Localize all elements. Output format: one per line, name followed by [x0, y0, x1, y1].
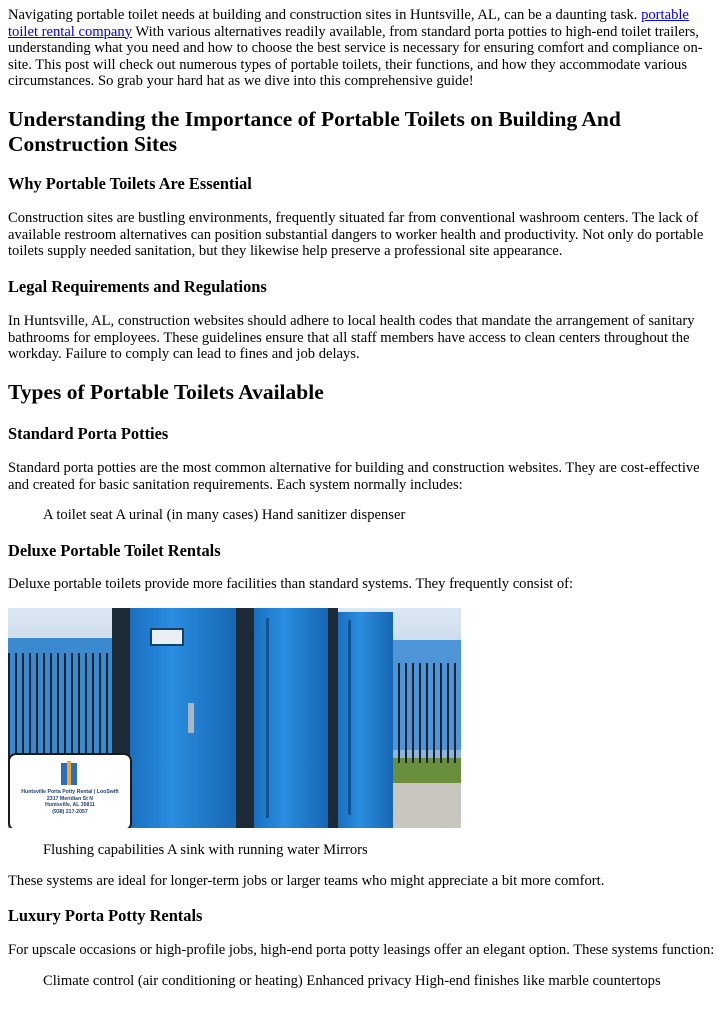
why-essential-paragraph: Construction sites are bustling environments, frequently situated far from conventional washroom centers. The lack of available restroom alternatives can position substantial dangers to worker health and productivity. Not only do portable toilets supply needed sanitation, but they likewise help preserve a professional site appearance.	[8, 210, 704, 259]
toilet-gap-2	[328, 608, 338, 828]
intro-paragraph	[8, 7, 712, 90]
standard-porta-potties-heading: Standard Porta Potties	[8, 424, 169, 443]
badge-phone: (938) 217-2057	[52, 808, 88, 815]
company-badge-text	[12, 789, 128, 815]
legal-requirements-paragraph: In Huntsville, AL, construction websites should adhere to local health codes that mandate the arrangement of sanitary bathrooms for employees. These guidelines ensure that all staff members have access to clean centers throughout the workday. Failure to comply can lead to fines and job delays.	[8, 313, 695, 362]
deluxe-features-list: Flushing capabilities A sink with running water Mirrors	[43, 842, 368, 858]
company-logo-icon	[61, 761, 77, 785]
toilet-unit-3	[338, 612, 393, 828]
luxury-rentals-paragraph: For upscale occasions or high-profile jobs, high-end porta potty leasings offer an elegant option. These systems function:	[8, 942, 715, 958]
why-essential-heading: Why Portable Toilets Are Essential	[8, 174, 252, 193]
portable-toilets-photo	[8, 608, 461, 828]
toilet-gap-1	[236, 608, 254, 828]
badge-street: 2317 Meridian St N	[46, 795, 94, 802]
section-importance-heading: Understanding the Importance of Portable Toilets on Building And Construction Sites	[8, 107, 621, 156]
luxury-features-list: Climate control (air conditioning or heating) Enhanced privacy High-end finishes like marble countertops	[43, 973, 661, 989]
intro-text-before: Navigating portable toilet needs at building and construction sites in Huntsville, AL, can be a daunting task.	[8, 7, 642, 23]
toilet-vent-sign	[150, 628, 184, 646]
toilet-door-rib	[266, 618, 269, 818]
intro-text-after: With various alternatives readily available, from standard porta potties to high-end toilet trailers, understanding what you need and how to choose the best service is necessary for ensuring comfort and compliance on-site. This post will check out numerous types of portable toilets, their functions, and how they accommodate various circumstances. So grab your hard hat as we dive into this comprehensive guide!	[8, 23, 703, 89]
standard-porta-potties-paragraph: Standard porta potties are the most common alternative for building and construction websites. They are cost-effective and created for basic sanitation requirements. Each system normally includes:	[8, 460, 700, 493]
badge-city: Huntsville, AL 35811	[45, 802, 95, 808]
toilet-door-latch	[188, 703, 194, 733]
deluxe-after-paragraph: These systems are ideal for longer-term jobs or larger teams who might appreciate a bit more comfort.	[8, 873, 605, 889]
deluxe-rentals-paragraph: Deluxe portable toilets provide more facilities than standard systems. They frequently consist of:	[8, 576, 574, 592]
toilet-door-rib-2	[348, 620, 351, 815]
badge-company-name: Huntsville Porta Potty Rental | LooSwift	[21, 789, 119, 795]
legal-requirements-heading: Legal Requirements and Regulations	[8, 277, 267, 296]
standard-features-list: A toilet seat A urinal (in many cases) Hand sanitizer dispenser	[43, 507, 406, 523]
portable-toilet-rental-link[interactable]: portable toilet rental company	[8, 7, 689, 40]
types-heading: Types of Portable Toilets Available	[8, 380, 324, 404]
company-badge	[8, 753, 132, 828]
deluxe-rentals-heading: Deluxe Portable Toilet Rentals	[8, 541, 221, 560]
luxury-rentals-heading: Luxury Porta Potty Rentals	[8, 906, 203, 925]
fence-right	[391, 663, 461, 763]
